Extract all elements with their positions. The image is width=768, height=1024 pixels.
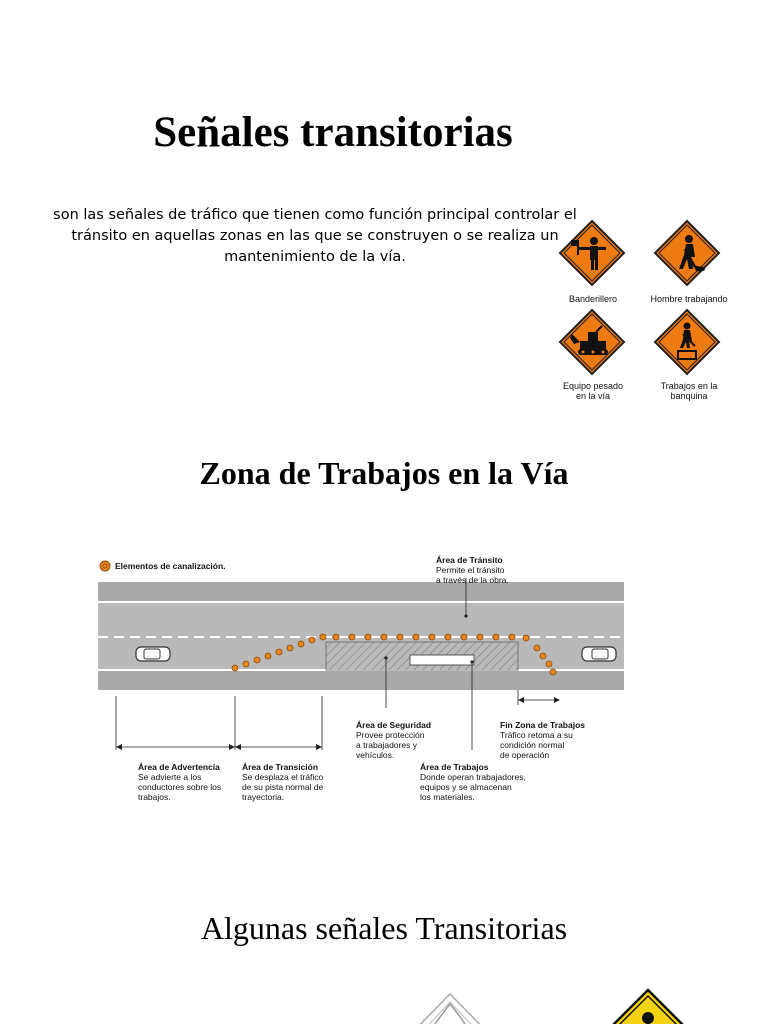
section-title-signs: Algunas señales Transitorias	[200, 910, 568, 946]
work-zone-diagram	[94, 540, 634, 810]
car-right-icon	[582, 647, 616, 661]
shoulder-work-icon	[653, 308, 721, 376]
sign-grid	[555, 215, 735, 405]
work-area-label: Área de Trabajos Donde operan trabajadores, equipos y se almacenan los materiales.	[420, 762, 526, 802]
sign-outline-icon	[395, 990, 505, 1024]
car-left-icon	[136, 647, 170, 661]
section-title-work-zone: Zona de Trabajos en la Vía	[199, 455, 569, 491]
intro-paragraph: son las señales de tráfico que tienen como función principal controlar el tránsito en aquellas zonas en las que se construyen o se realiza un mantenimiento de la vía.	[53, 207, 577, 265]
warning-sign-icon	[598, 988, 698, 1024]
transit-area-label: Área de Tránsito Permite el tránsito a través de la obra.	[436, 555, 509, 585]
sign-caption: Trabajos en la banquina	[660, 381, 718, 401]
transition-area-label: Área de Transición Se desplaza el tráfico de su pista normal de trayectoria.	[242, 762, 324, 802]
security-area-label: Área de Seguridad Provee protección a trabajadores y vehículos.	[356, 720, 432, 760]
end-zone-label: Fin Zona de Trabajos Tráfico retoma a su condición normal de operación	[500, 720, 586, 760]
legend-label: Elementos de canalización.	[115, 561, 226, 571]
page-title: Señales transitorias	[153, 109, 513, 156]
sign-caption: Banderillero	[568, 294, 618, 304]
warning-area-label: Área de Advertencia Se advierte a los conductores sobre los trabajos.	[138, 762, 222, 802]
man-working-icon	[653, 219, 721, 287]
sign-caption: Hombre trabajando	[650, 294, 728, 304]
heavy-equipment-icon	[558, 308, 626, 376]
sign-caption: Equipo pesado en la vía	[562, 381, 624, 401]
flagger-icon	[558, 219, 626, 287]
